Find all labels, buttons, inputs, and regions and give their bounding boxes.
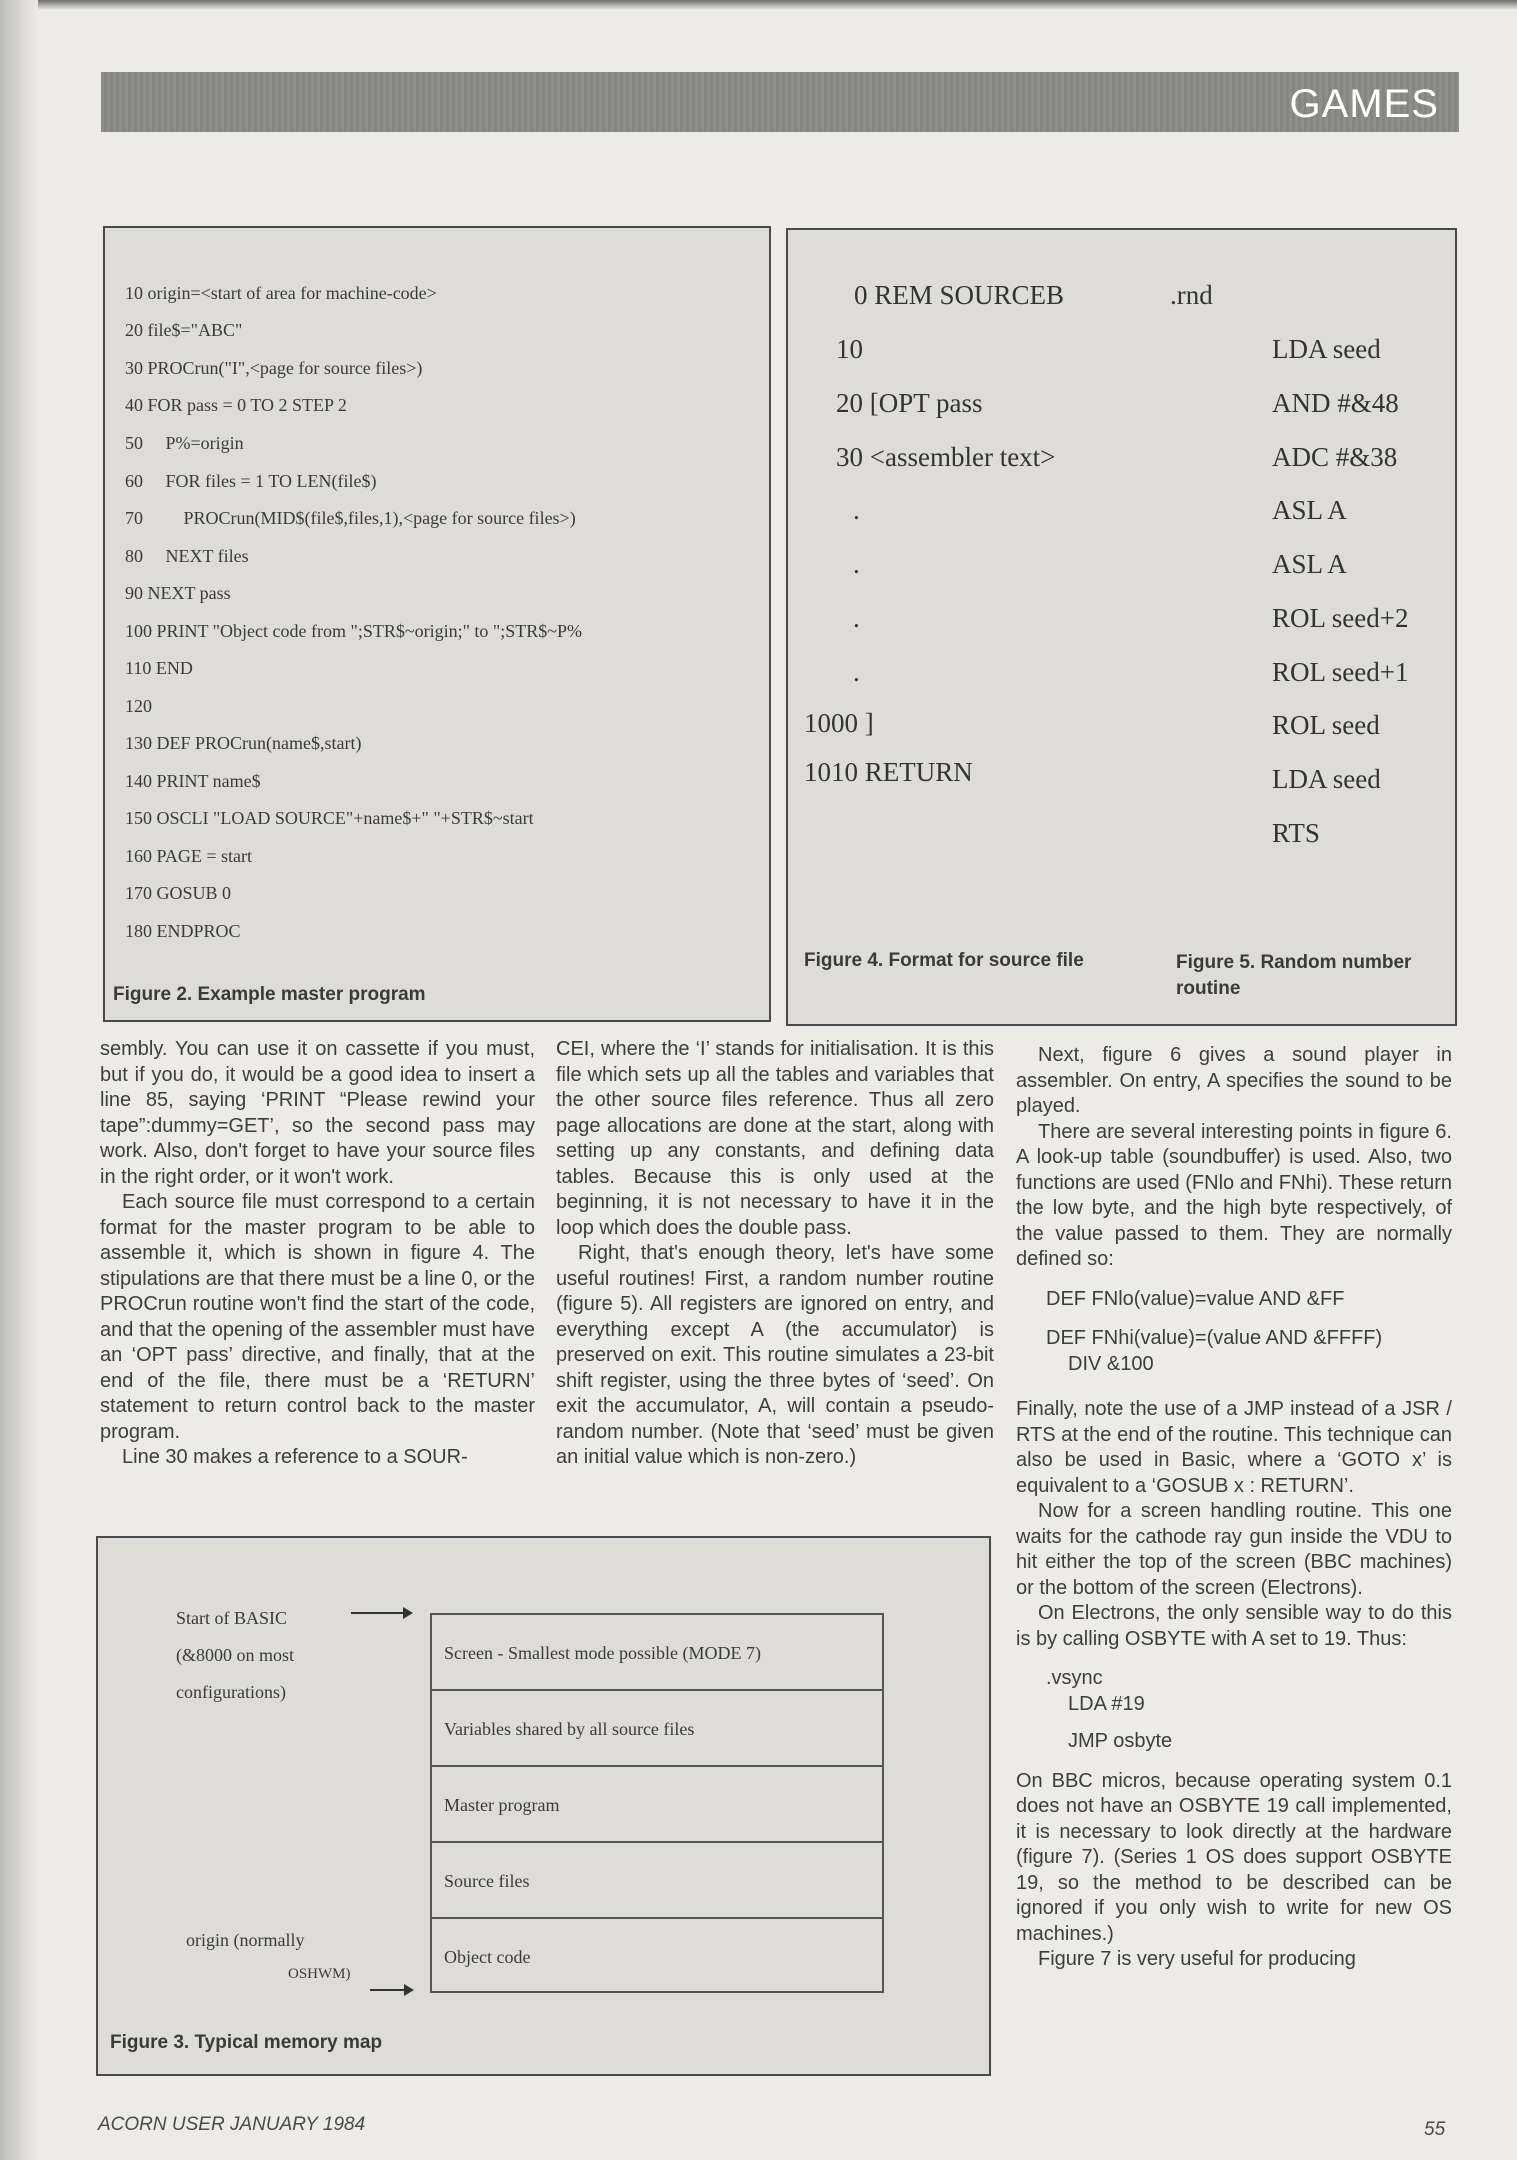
source-line: 30 <assembler text> bbox=[836, 442, 1056, 472]
start-label: Start of BASIC bbox=[176, 1608, 288, 1628]
code-line: 120 bbox=[125, 696, 152, 716]
memory-block: Screen - Smallest mode possible (MODE 7) bbox=[432, 1615, 882, 1691]
code-line: 90 NEXT pass bbox=[125, 583, 231, 603]
origin-label: origin (normally bbox=[186, 1930, 305, 1950]
code-line: 10 origin=<start of area for machine-code> bbox=[125, 283, 437, 303]
code-line: 60 FOR files = 1 TO LEN(file$) bbox=[125, 471, 377, 491]
paragraph: Finally, note the use of a JMP instead of a JSR / RTS at the end of the routine. This technique can also be used in Basic, where a ‘GOTO x’ is equivalent to a ‘GOSUB x : RETURN’. bbox=[1016, 1398, 1452, 1497]
paragraph: Each source file must correspond to a certain format for the master program to be able to assemble it, which is shown in figure 4. The stipulations are that there must be a line 0, or the PROCrun routine won't find the start of the code, and that the opening of the assembler must have an ‘OPT pass’ directive, and finally, that at the end of the file, there must be a ‘RETURN’ statement to return control back to the master program. bbox=[100, 1191, 535, 1443]
paragraph: Now for a screen handling routine. This one waits for the cathode ray gun inside the VDU to hit either the top of the screen (BBC machines) or the bottom of the screen (Electrons). bbox=[1016, 1500, 1452, 1599]
code-definition: DEF FNhi(value)=(value AND &FFFF) bbox=[1046, 1327, 1383, 1349]
asm-line: ASL A bbox=[1272, 495, 1347, 525]
asm-line: RTS bbox=[1272, 818, 1320, 848]
memory-map bbox=[430, 1613, 884, 1993]
code-line: 80 NEXT files bbox=[125, 546, 249, 566]
asm-code: .vsync bbox=[1046, 1667, 1103, 1689]
code-definition: DIV &100 bbox=[1068, 1352, 1154, 1375]
asm-line: ASL A bbox=[1272, 549, 1347, 579]
paragraph: CEI, where the ‘I’ stands for initialisation. It is this file which sets up all the tables and variables that the other source files reference. Thus all zero page allocations are done at the start, along with setting up any constants, and defining data tables. Because this is only used at the beginning, it is not necessary to have it in the loop which does the double pass. bbox=[556, 1038, 994, 1239]
code-line: 100 PRINT "Object code from ";STR$~origin;" to ";STR$~P% bbox=[125, 621, 583, 641]
asm-line: LDA seed bbox=[1272, 764, 1381, 794]
code-line: 110 END bbox=[125, 658, 193, 678]
asm-line: ROL seed bbox=[1272, 710, 1380, 740]
source-line: . bbox=[853, 603, 860, 633]
asm-code: LDA #19 bbox=[1068, 1692, 1145, 1715]
figure-4-caption: Figure 4. Format for source file bbox=[804, 950, 1084, 971]
source-line: . bbox=[853, 495, 860, 525]
start-label: configurations) bbox=[176, 1682, 286, 1702]
figure-3-box bbox=[96, 1536, 991, 2076]
code-line: 130 DEF PROCrun(name$,start) bbox=[125, 733, 362, 753]
paragraph: Figure 7 is very useful for producing bbox=[1038, 1948, 1356, 1970]
column-2 bbox=[556, 1037, 994, 1471]
code-line: 20 file$="ABC" bbox=[125, 320, 243, 340]
origin-arrow bbox=[370, 1989, 412, 1991]
code-line: 150 OSCLI "LOAD SOURCE"+name$+" "+STR$~start bbox=[125, 808, 534, 828]
source-line: 1000 ] bbox=[804, 708, 874, 738]
asm-line: ROL seed+1 bbox=[1272, 657, 1409, 687]
figure-2-box bbox=[103, 226, 771, 1022]
code-line: 170 GOSUB 0 bbox=[125, 883, 232, 903]
code-line: 70 PROCrun(MID$(file$,files,1),<page for source files>) bbox=[125, 508, 576, 528]
paragraph: Line 30 makes a reference to a SOUR- bbox=[122, 1446, 468, 1468]
paragraph: Next, figure 6 gives a sound player in assembler. On entry, A specifies the sound to be played. bbox=[1016, 1044, 1452, 1117]
page-top-shadow bbox=[0, 0, 1517, 10]
paragraph: On Electrons, the only sensible way to do this is by calling OSBYTE with A set to 19. Thus: bbox=[1016, 1602, 1452, 1650]
column-3 bbox=[1016, 1043, 1452, 1973]
paragraph: sembly. You can use it on cassette if you must, but if you do, it would be a good idea to insert a line 85, saying ‘PRINT “Please rewind your tape”:dummy=GET’, so the second pass may work. Also, don't forget to have your source files in the right order, or it won't work. bbox=[100, 1038, 535, 1188]
memory-block: Source files bbox=[432, 1843, 882, 1919]
asm-line: ROL seed+2 bbox=[1272, 603, 1409, 633]
section-title: GAMES bbox=[1289, 82, 1439, 126]
origin-label: OSHWM) bbox=[288, 1966, 351, 1982]
asm-code: JMP osbyte bbox=[1068, 1730, 1173, 1752]
source-line: 20 [OPT pass bbox=[836, 388, 983, 418]
memory-block: Object code bbox=[444, 1947, 531, 1967]
source-line: 0 REM SOURCEB bbox=[854, 280, 1065, 310]
source-line: . bbox=[853, 549, 860, 579]
code-line: 140 PRINT name$ bbox=[125, 771, 261, 791]
paragraph: On BBC micros, because operating system 0.1 does not have an OSBYTE 19 call implemented, it is necessary to look directly at the hardware (figure 7). (Series 1 OS does support OSBYTE 19, so the method to be described can be ignored if you only wish to write for new OS machines.) bbox=[1016, 1769, 1452, 1945]
start-arrow bbox=[351, 1612, 411, 1614]
page-number: 55 bbox=[1424, 2119, 1446, 2140]
code-line: 180 ENDPROC bbox=[125, 921, 241, 941]
figure-4-5-box bbox=[786, 228, 1457, 1026]
figure-3-caption: Figure 3. Typical memory map bbox=[110, 2032, 383, 2053]
routine-label: .rnd bbox=[1170, 280, 1213, 310]
source-line: . bbox=[853, 657, 860, 687]
memory-block: Master program bbox=[432, 1767, 882, 1843]
section-banner bbox=[101, 72, 1459, 132]
publication-footer: ACORN USER JANUARY 1984 bbox=[98, 2114, 366, 2135]
asm-line: ADC #&38 bbox=[1272, 442, 1398, 472]
paragraph: There are several interesting points in figure 6. A look-up table (soundbuffer) is used. Also, two functions are used (FNlo and FNhi). These return the low byte, and the high byte respectively, of the value passed to them. They are normally defined so: bbox=[1016, 1120, 1452, 1270]
source-line: 1010 RETURN bbox=[804, 757, 973, 787]
column-1 bbox=[100, 1037, 535, 1471]
figure-2-caption: Figure 2. Example master program bbox=[113, 984, 426, 1005]
code-line: 40 FOR pass = 0 TO 2 STEP 2 bbox=[125, 395, 347, 415]
start-label: (&8000 on most bbox=[176, 1645, 295, 1665]
page-binding-edge bbox=[0, 0, 38, 2160]
figure-5-caption: Figure 5. Random number routine bbox=[1176, 952, 1412, 999]
source-line: 10 bbox=[836, 334, 863, 364]
code-line: 30 PROCrun("I",<page for source files>) bbox=[125, 358, 423, 378]
code-definition: DEF FNlo(value)=value AND &FF bbox=[1046, 1287, 1345, 1310]
memory-block: Variables shared by all source files bbox=[432, 1691, 882, 1767]
code-line: 50 P%=origin bbox=[125, 433, 244, 453]
asm-line: LDA seed bbox=[1272, 334, 1381, 364]
code-line: 160 PAGE = start bbox=[125, 846, 252, 866]
paragraph: Right, that's enough theory, let's have some useful routines! First, a random number routine (figure 5). All registers are ignored on entry, and everything except A (the accumulator) is preserved on exit. This routine simulates a 23-bit shift register, using the three bytes of ‘seed’. On exit the accumulator, A, will contain a pseudo-random number. (Note that ‘seed’ must be given an initial value which is non-zero.) bbox=[556, 1242, 994, 1468]
asm-line: AND #&48 bbox=[1272, 388, 1399, 418]
